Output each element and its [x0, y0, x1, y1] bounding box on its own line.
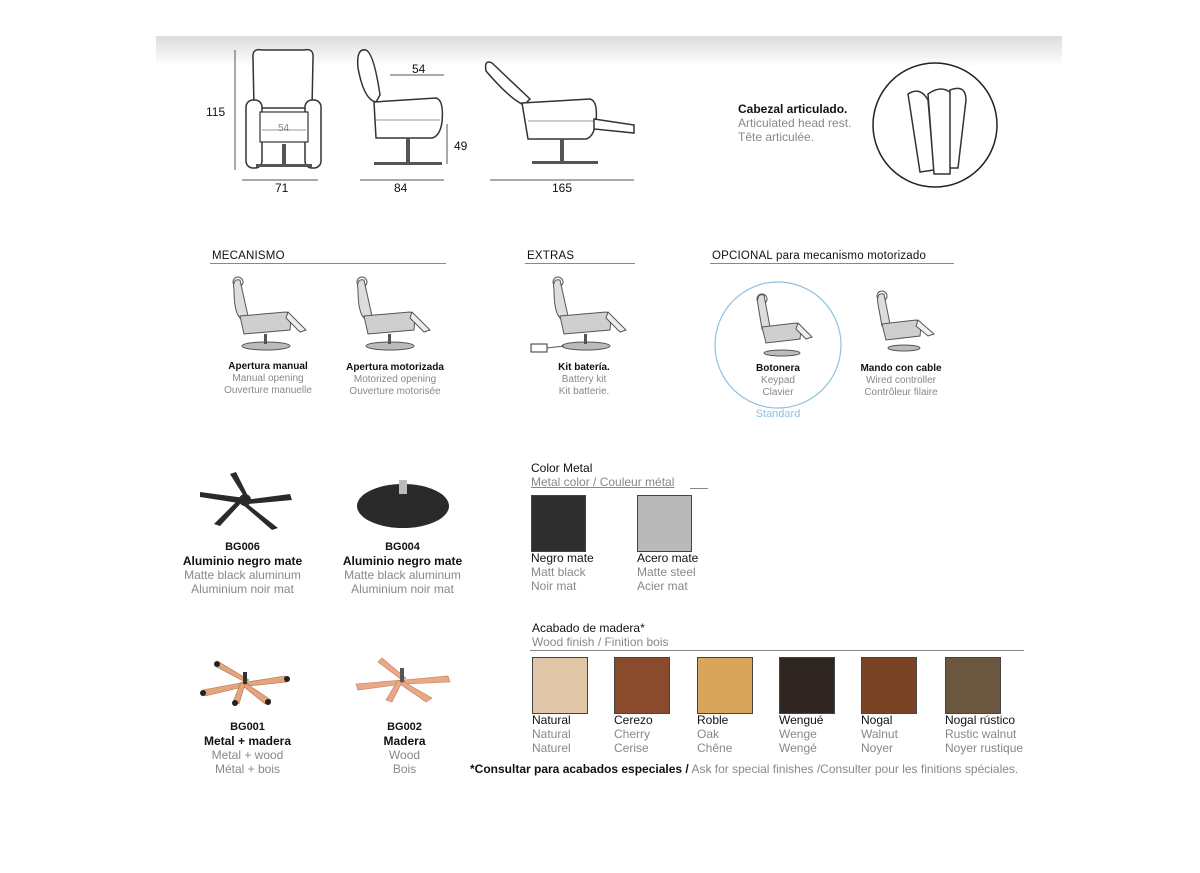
metal-label-fr: Noir mat — [531, 579, 577, 593]
mechanism-manual-image — [228, 272, 308, 357]
wood-label-es: Roble — [697, 713, 729, 727]
wood-caption — [779, 713, 823, 755]
metal-label-fr: Acier mat — [637, 579, 688, 593]
optional-wired-image — [872, 286, 942, 356]
metal-label-en: Matt black — [531, 565, 586, 579]
wood-label-en: Natural — [532, 727, 571, 741]
wood-swatch — [697, 657, 753, 714]
wood-caption — [861, 713, 898, 755]
section-extras-rule — [525, 263, 635, 264]
metal-swatch — [637, 495, 692, 552]
dim-seat-height: 49 — [454, 139, 468, 153]
wood-label-en: Rustic walnut — [945, 727, 1017, 741]
headrest-detail-image — [870, 60, 1000, 190]
wood-label-en: Cherry — [614, 727, 651, 741]
base-bg006-image — [190, 472, 300, 534]
wood-label-fr: Naturel — [532, 741, 571, 755]
wood-swatch — [614, 657, 670, 714]
wood-label-es: Natural — [532, 713, 571, 727]
wood-label-fr: Noyer — [861, 741, 894, 755]
wood-finish-title: Acabado de madera* — [532, 621, 645, 635]
headrest-title: Cabezal articulado. — [738, 102, 848, 116]
wood-caption — [614, 713, 653, 755]
optional-keypad-standard-label: Standard — [755, 408, 801, 420]
wood-label-en: Oak — [697, 727, 720, 741]
wood-label-es: Nogal rústico — [945, 713, 1016, 727]
wood-swatch — [779, 657, 835, 714]
base-bg006-caption: BG006 Aluminio negro mate Matte black aluminum Aluminium noir mat — [182, 541, 303, 596]
wood-swatch — [945, 657, 1001, 714]
metal-swatch — [531, 495, 586, 552]
section-optional-rule — [710, 263, 954, 264]
wood-label-es: Cerezo — [614, 713, 653, 727]
chair-reclined-view — [480, 55, 640, 200]
dim-depth: 84 — [394, 181, 408, 195]
footnote — [470, 762, 1018, 776]
dim-width: 71 — [275, 181, 289, 195]
headrest-english: Articulated head rest. — [738, 116, 852, 130]
headrest-french: Tête articulée. — [738, 130, 815, 144]
metal-label-es: Negro mate — [531, 551, 594, 565]
wood-label-en: Wenge — [779, 727, 817, 741]
optional-keypad-caption: Botonera Keypad Clavier — [756, 363, 800, 398]
optional-wired-caption: Mando con cable Wired controller Contrôleur filaire — [860, 363, 942, 398]
section-optional-title: OPCIONAL para mecanismo motorizado — [712, 250, 927, 262]
footnote-bold: *Consultar para acabados especiales / — [470, 762, 689, 776]
wood-label-fr: Chêne — [697, 741, 733, 755]
headrest-caption — [738, 102, 851, 144]
dim-seat-depth: 54 — [412, 62, 426, 76]
mechanism-motorized-image — [352, 272, 432, 357]
base-bg004-caption: BG004 Aluminio negro mate Matte black aluminum Aluminium noir mat — [342, 541, 463, 596]
mechanism-motorized-caption: Apertura motorizada Motorized opening Ouverture motorisée — [346, 362, 444, 397]
base-bg001-caption: BG001 Metal + madera Metal + wood Métal + bois — [203, 721, 292, 776]
chair-front-view — [200, 40, 340, 200]
metal-color-subtitle: Metal color / Couleur métal — [531, 475, 675, 489]
wood-label-fr: Wengé — [779, 741, 817, 755]
wood-caption — [945, 713, 1023, 755]
wood-swatch — [861, 657, 917, 714]
wood-caption — [697, 713, 732, 755]
dim-height: 115 — [206, 105, 226, 119]
dim-length: 165 — [552, 181, 573, 195]
base-bg002-image — [352, 658, 457, 703]
wood-label-es: Nogal — [861, 713, 893, 727]
base-bg002-caption: BG002 Madera Wood Bois — [383, 721, 426, 776]
wood-label-fr: Cerise — [614, 741, 649, 755]
wood-label-es: Wengué — [779, 713, 824, 727]
metal-label-en: Matte steel — [637, 565, 696, 579]
wood-caption — [532, 713, 571, 755]
wood-label-en: Walnut — [861, 727, 898, 741]
wood-finish-rule — [530, 650, 1024, 651]
metal-color-title: Color Metal — [531, 461, 593, 475]
mechanism-manual-caption: Apertura manual Manual opening Ouverture manuelle — [224, 361, 312, 396]
metal-label-es: Acero mate — [637, 551, 699, 565]
metal-caption — [531, 551, 594, 593]
section-mechanism-title: MECANISMO — [212, 250, 285, 262]
base-bg001-image — [195, 660, 300, 705]
section-mechanism-rule — [210, 263, 446, 264]
section-extras-title: EXTRAS — [527, 250, 575, 262]
wood-swatch — [532, 657, 588, 714]
footnote-rest: Ask for special finishes /Consulter pour les finitions spéciales. — [688, 762, 1019, 776]
wood-finish-subtitle: Wood finish / Finition bois — [532, 635, 669, 649]
base-bg004-image — [355, 478, 455, 530]
extras-battery-image — [530, 272, 630, 357]
dim-seat-width: 54 — [278, 123, 290, 134]
wood-label-fr: Noyer rustique — [945, 741, 1024, 755]
metal-color-rule — [690, 488, 708, 489]
metal-caption — [637, 551, 698, 593]
extras-battery-caption: Kit batería. Battery kit Kit batterie. — [558, 362, 610, 397]
